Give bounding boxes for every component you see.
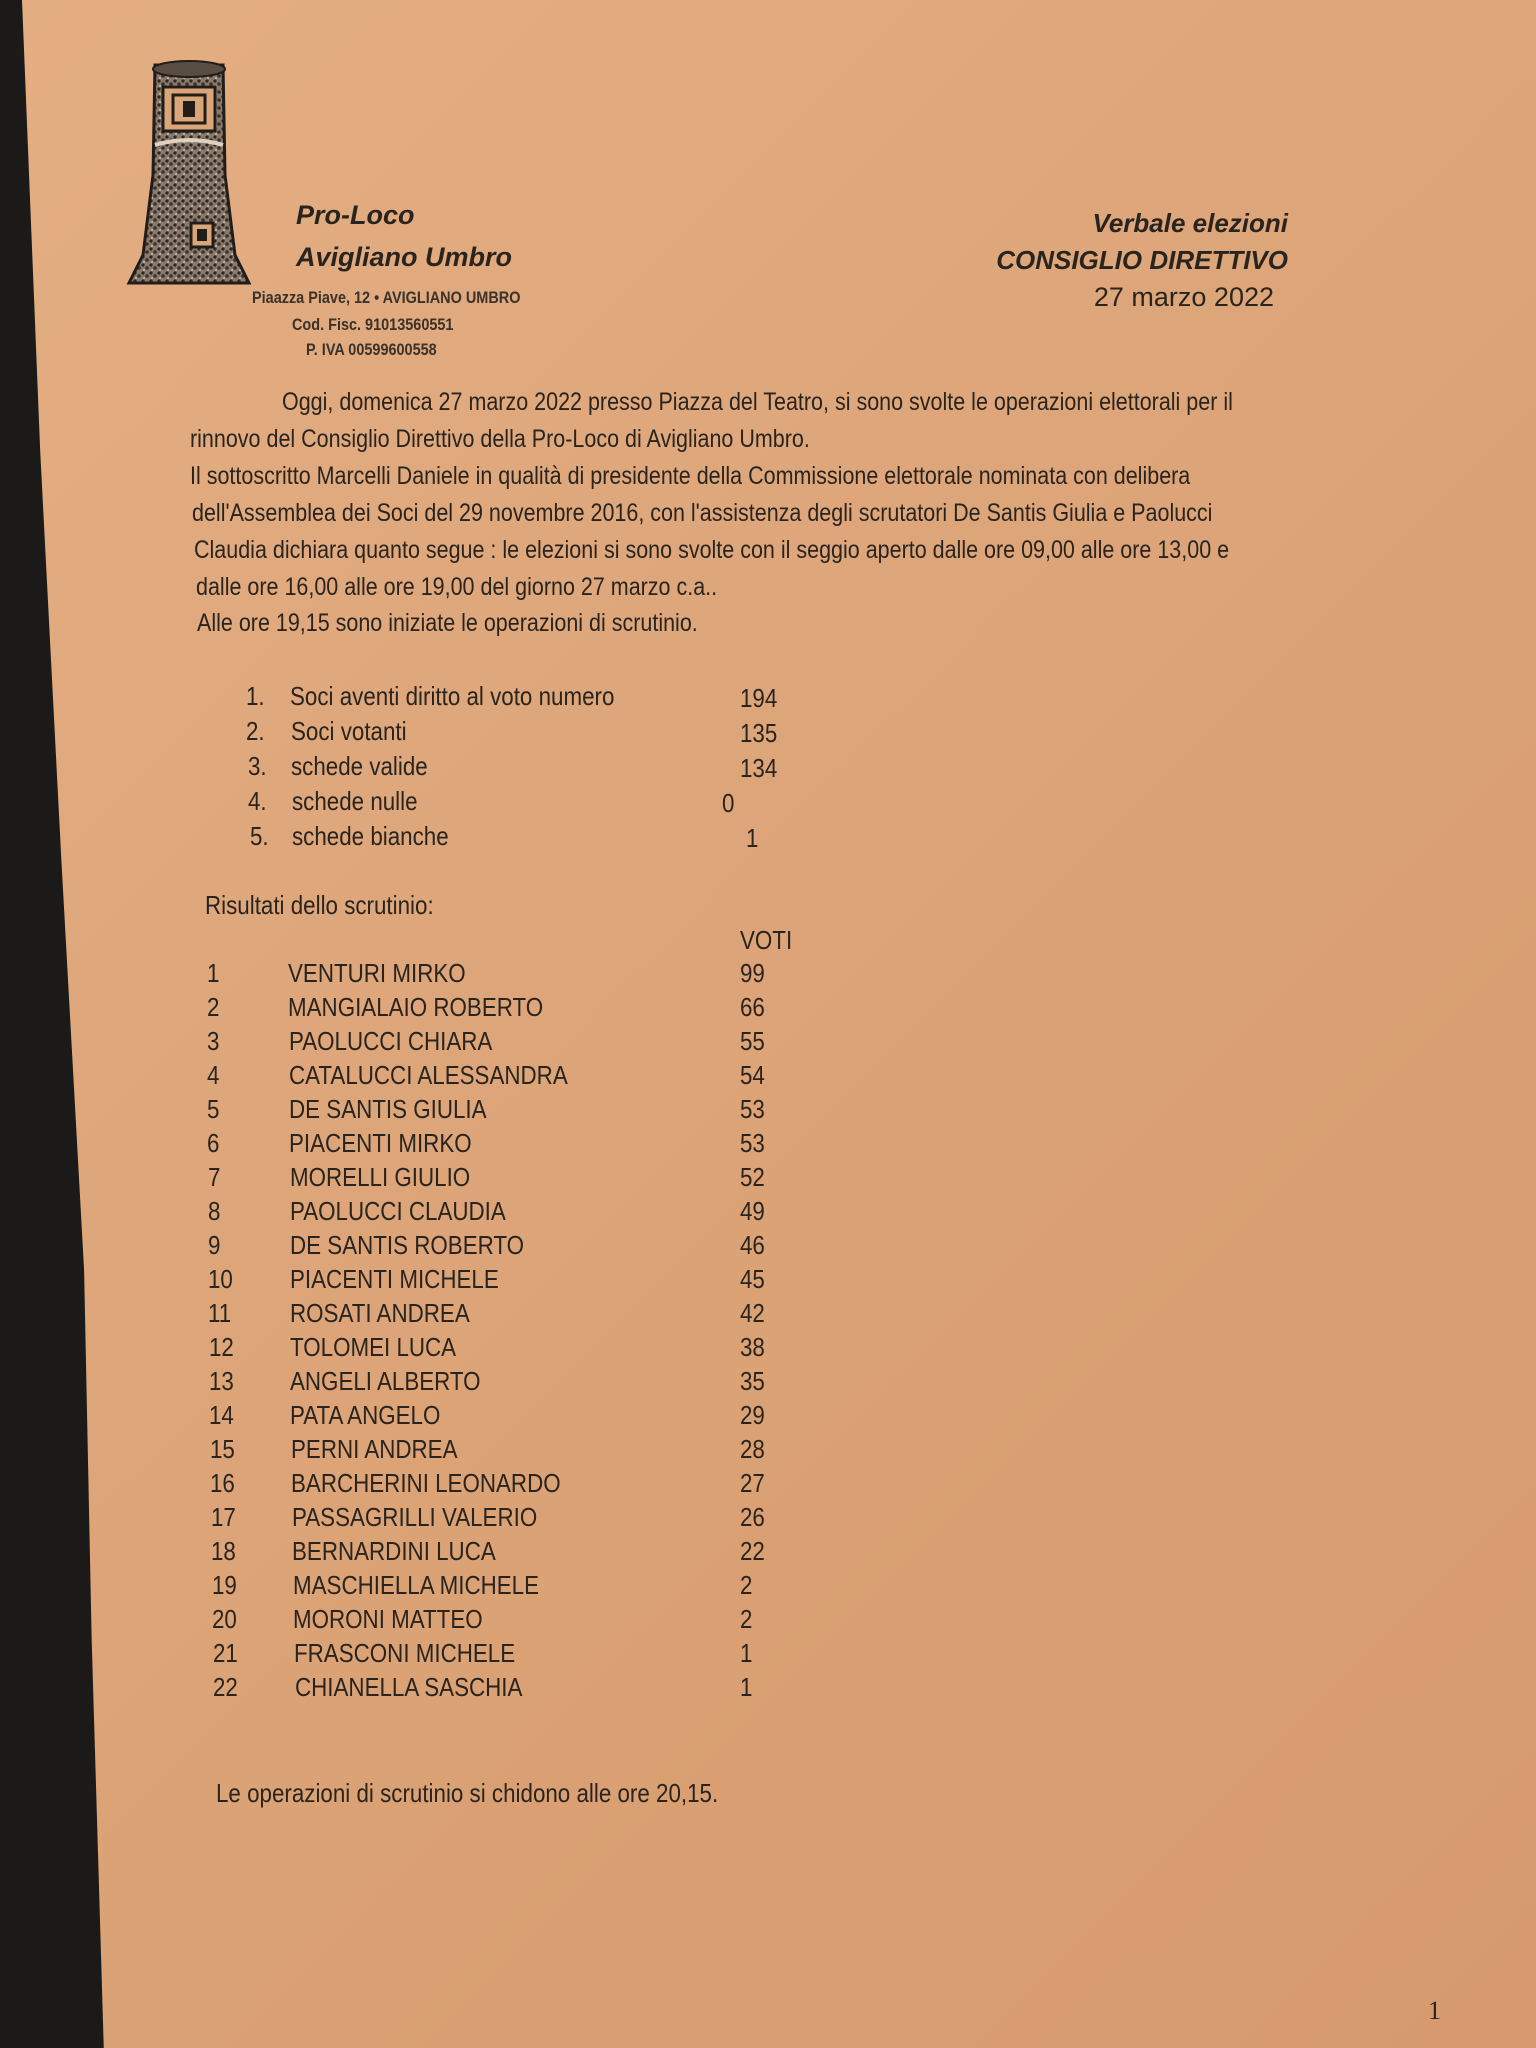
- result-name: PIACENTI MIRKO: [289, 1128, 472, 1158]
- stat-value: 194: [740, 683, 778, 713]
- result-name: ANGELI ALBERTO: [290, 1366, 481, 1396]
- result-name: DE SANTIS GIULIA: [289, 1094, 487, 1124]
- result-votes: 55: [740, 1026, 765, 1056]
- result-votes: 35: [740, 1366, 765, 1396]
- stat-number: 4.: [248, 786, 267, 816]
- stat-value: 1: [746, 823, 759, 853]
- body-line-4: dell'Assemblea dei Soci del 29 novembre 2016, con l'assistenza degli scrutatori De Santis Giulia e Paolucci: [192, 499, 1213, 527]
- result-votes: 52: [740, 1162, 765, 1192]
- result-name: BERNARDINI LUCA: [292, 1536, 496, 1566]
- result-votes: 26: [740, 1502, 765, 1532]
- result-name: DE SANTIS ROBERTO: [290, 1230, 525, 1260]
- result-rank: 2: [207, 992, 220, 1022]
- result-votes: 22: [740, 1536, 765, 1566]
- result-rank: 14: [209, 1400, 234, 1430]
- result-name: MANGIALAIO ROBERTO: [288, 992, 544, 1022]
- body-line-2: rinnovo del Consiglio Direttivo della Pro-Loco di Avigliano Umbro.: [190, 425, 810, 453]
- body-line-1: Oggi, domenica 27 marzo 2022 presso Piazza del Teatro, si sono svolte le operazioni elettorali per il: [282, 388, 1233, 416]
- vat-number: P. IVA 00599600558: [306, 340, 437, 359]
- result-name: ROSATI ANDREA: [290, 1298, 470, 1328]
- result-votes: 99: [740, 958, 765, 988]
- result-rank: 20: [212, 1604, 237, 1634]
- result-name: PIACENTI MICHELE: [290, 1264, 499, 1294]
- result-name: TOLOMEI LUCA: [290, 1332, 457, 1362]
- stat-label: schede valide: [291, 751, 428, 781]
- result-name: BARCHERINI LEONARDO: [291, 1468, 561, 1498]
- result-rank: 18: [211, 1536, 236, 1566]
- result-rank: 8: [208, 1196, 221, 1226]
- result-rank: 6: [207, 1128, 220, 1158]
- results-title: Risultati dello scrutinio:: [205, 890, 434, 920]
- stat-value: 135: [740, 718, 778, 748]
- org-address: Piaazza Piave, 12 • AVIGLIANO UMBRO: [252, 288, 521, 307]
- result-votes: 49: [740, 1196, 765, 1226]
- result-rank: 5: [207, 1094, 220, 1124]
- result-votes: 2: [740, 1570, 753, 1600]
- stat-label: schede bianche: [292, 821, 449, 851]
- result-rank: 13: [209, 1366, 234, 1396]
- result-votes: 53: [740, 1094, 765, 1124]
- document-page: [22, 0, 1536, 2048]
- result-rank: 17: [211, 1502, 236, 1532]
- result-rank: 4: [207, 1060, 220, 1090]
- closing-statement: Le operazioni di scrutinio si chidono alle ore 20,15.: [216, 1778, 719, 1808]
- result-name: PAOLUCCI CLAUDIA: [290, 1196, 506, 1226]
- doc-date: 27 marzo 2022: [1093, 282, 1274, 312]
- doc-subtitle: CONSIGLIO DIRETTIVO: [996, 245, 1288, 275]
- result-name: PERNI ANDREA: [291, 1434, 458, 1464]
- result-rank: 9: [208, 1230, 221, 1260]
- result-name: MASCHIELLA MICHELE: [293, 1570, 540, 1600]
- result-name: MORONI MATTEO: [293, 1604, 483, 1634]
- result-votes: 38: [740, 1332, 765, 1362]
- result-rank: 3: [207, 1026, 220, 1056]
- result-name: CATALUCCI ALESSANDRA: [289, 1060, 568, 1090]
- stat-label: schede nulle: [292, 786, 418, 816]
- result-votes: 46: [740, 1230, 765, 1260]
- result-rank: 15: [210, 1434, 235, 1464]
- stat-value: 134: [740, 753, 778, 783]
- result-name: PAOLUCCI CHIARA: [289, 1026, 493, 1056]
- result-rank: 1: [207, 958, 220, 988]
- result-name: VENTURI MIRKO: [288, 958, 466, 988]
- result-votes: 66: [740, 992, 765, 1022]
- stat-number: 5.: [250, 821, 269, 851]
- body-line-6: dalle ore 16,00 alle ore 19,00 del giorno 27 marzo c.a..: [196, 573, 718, 601]
- result-rank: 19: [212, 1570, 237, 1600]
- votes-header: VOTI: [740, 925, 793, 955]
- result-rank: 21: [213, 1638, 238, 1668]
- result-name: CHIANELLA SASCHIA: [295, 1672, 523, 1702]
- result-name: MORELLI GIULIO: [290, 1162, 471, 1192]
- doc-title: Verbale elezioni: [1092, 208, 1288, 238]
- result-votes: 53: [740, 1128, 765, 1158]
- body-line-7: Alle ore 19,15 sono iniziate le operazioni di scrutinio.: [197, 609, 698, 637]
- stat-label: Soci aventi diritto al voto numero: [290, 681, 615, 711]
- result-votes: 54: [740, 1060, 765, 1090]
- result-votes: 28: [740, 1434, 765, 1464]
- fiscal-code: Cod. Fisc. 91013560551: [292, 315, 454, 334]
- result-votes: 1: [740, 1672, 753, 1702]
- result-votes: 45: [740, 1264, 765, 1294]
- stat-number: 1.: [246, 681, 265, 711]
- body-line-3: Il sottoscritto Marcelli Daniele in qualità di presidente della Commissione elettorale nominata con delibera: [190, 462, 1191, 490]
- result-votes: 27: [740, 1468, 765, 1498]
- result-name: FRASCONI MICHELE: [294, 1638, 516, 1668]
- result-name: PASSAGRILLI VALERIO: [292, 1502, 538, 1532]
- body-line-5: Claudia dichiara quanto segue : le elezioni si sono svolte con il seggio aperto dalle ore 09,00 alle ore 13,00 e: [194, 536, 1230, 564]
- stat-label: Soci votanti: [291, 716, 407, 746]
- result-name: PATA ANGELO: [290, 1400, 441, 1430]
- org-name: Pro-Loco: [296, 200, 415, 230]
- result-votes: 1: [740, 1638, 753, 1668]
- tower-logo-icon: [125, 55, 253, 295]
- result-votes: 42: [740, 1298, 765, 1328]
- stat-number: 3.: [248, 751, 267, 781]
- result-rank: 16: [210, 1468, 235, 1498]
- stat-number: 2.: [246, 716, 265, 746]
- result-rank: 10: [208, 1264, 233, 1294]
- result-rank: 7: [208, 1162, 221, 1192]
- stat-value: 0: [722, 788, 735, 818]
- page-number: 1: [1428, 1996, 1441, 2025]
- result-rank: 11: [208, 1298, 232, 1328]
- org-city: Avigliano Umbro: [296, 242, 513, 272]
- result-rank: 22: [213, 1672, 238, 1702]
- result-votes: 29: [740, 1400, 765, 1430]
- result-votes: 2: [740, 1604, 753, 1634]
- result-rank: 12: [209, 1332, 234, 1362]
